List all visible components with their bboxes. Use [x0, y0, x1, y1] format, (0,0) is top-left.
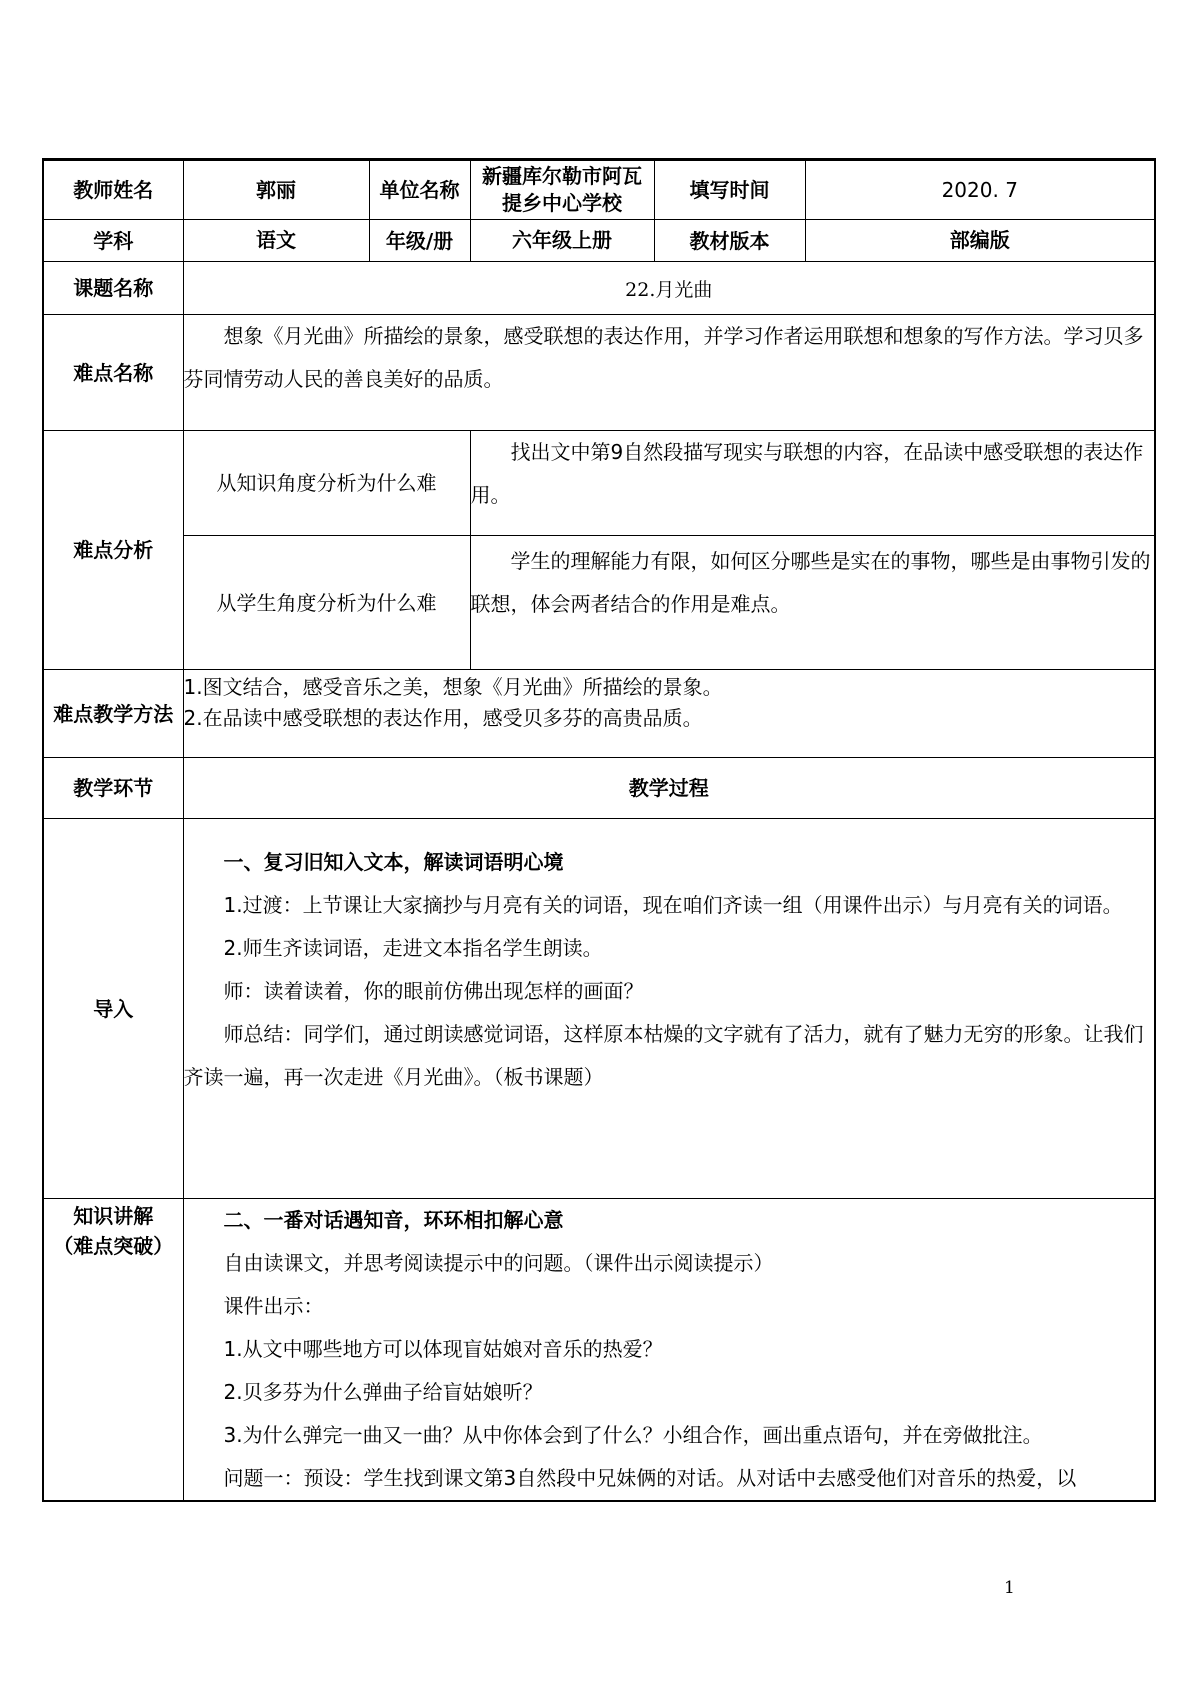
intro-paragraph-4: 师总结：同学们，通过朗读感觉词语，这样原本枯燥的文字就有了活力，就有了魅力无穷的形象。让我们齐读一遍，再一次走进《月光曲》。（板书课题）	[183, 1022, 1144, 1089]
method-row	[43, 670, 1155, 758]
edition-value: 部编版	[805, 220, 1155, 262]
knowledge-angle-text-cell	[470, 431, 1155, 536]
knowledge-paragraph-2: 课件出示：	[223, 1294, 324, 1318]
analysis-row-1	[43, 431, 1155, 536]
knowledge-question-3: 3.为什么弹完一曲又一曲？从中你体会到了什么？小组合作，画出重点语句，并在旁做批注。	[223, 1423, 1043, 1447]
student-angle-text: 学生的理解能力有限，如何区分哪些是实在的事物，哪些是由事物引发的联想，体会两者结合的作用是难点。	[470, 549, 1151, 616]
process-header-row	[43, 758, 1155, 819]
teacher-label: 教师姓名	[43, 160, 183, 220]
analysis-row-2	[43, 536, 1155, 670]
subject-value: 语文	[183, 220, 369, 262]
knowledge-label	[43, 1199, 183, 1502]
student-angle-text-cell	[470, 536, 1155, 670]
topic-row	[43, 262, 1155, 315]
knowledge-label-line-1: 知识讲解	[73, 1204, 154, 1228]
grade-value: 六年级上册	[470, 220, 654, 262]
intro-paragraph-3: 师：读着读着，你的眼前仿佛出现怎样的画面？	[223, 979, 644, 1003]
teacher-value: 郭丽	[183, 160, 369, 220]
fill-time-value: 2020. 7	[805, 160, 1155, 220]
page-number: 1	[1004, 1578, 1015, 1598]
process-header: 教学过程	[183, 758, 1155, 819]
knowledge-paragraph-1: 自由读课文，并思考阅读提示中的问题。（课件出示阅读提示）	[223, 1251, 774, 1275]
student-angle-label: 从学生角度分析为什么难	[183, 536, 470, 670]
intro-row	[43, 819, 1155, 1199]
info-row-2	[43, 220, 1155, 262]
topic-value: 22.月光曲	[183, 262, 1155, 315]
intro-paragraph-1: 1.过渡：上节课让大家摘抄与月亮有关的词语，现在咱们齐读一组（用课件出示）与月亮有关的词语。	[223, 893, 1123, 917]
unit-value-line-1: 新疆库尔勒市阿瓦	[482, 164, 642, 188]
intro-paragraph-2: 2.师生齐读词语，走进文本指名学生朗读。	[223, 936, 603, 960]
intro-content	[183, 819, 1155, 1199]
fill-time-label: 填写时间	[654, 160, 805, 220]
subject-label: 学科	[43, 220, 183, 262]
unit-value	[470, 160, 654, 220]
grade-label: 年级/册	[369, 220, 470, 262]
topic-label: 课题名称	[43, 262, 183, 315]
method-text-cell	[183, 670, 1155, 758]
stage-header: 教学环节	[43, 758, 183, 819]
knowledge-question-2: 2.贝多芬为什么弹曲子给盲姑娘听？	[223, 1380, 543, 1404]
difficulty-text-cell	[183, 315, 1155, 431]
difficulty-text: 想象《月光曲》所描绘的景象，感受联想的表达作用，并学习作者运用联想和想象的写作方法。学习贝多芬同情劳动人民的善良美好的品质。	[183, 324, 1144, 391]
method-line-1: 1.图文结合，感受音乐之美，想象《月光曲》所描绘的景象。	[183, 675, 723, 699]
unit-value-line-2: 提乡中心学校	[502, 191, 622, 215]
difficulty-label: 难点名称	[43, 315, 183, 431]
analysis-label: 难点分析	[43, 431, 183, 670]
knowledge-label-line-2: （难点突破）	[53, 1234, 174, 1258]
difficulty-row	[43, 315, 1155, 431]
unit-label: 单位名称	[369, 160, 470, 220]
info-row-1	[43, 160, 1155, 220]
knowledge-angle-label: 从知识角度分析为什么难	[183, 431, 470, 536]
lesson-plan-table	[42, 158, 1156, 1502]
knowledge-content	[183, 1199, 1155, 1502]
edition-label: 教材版本	[654, 220, 805, 262]
knowledge-angle-text: 找出文中第9自然段描写现实与联想的内容，在品读中感受联想的表达作用。	[470, 440, 1144, 507]
knowledge-paragraph-3: 问题一：预设：学生找到课文第3自然段中兄妹俩的对话。从对话中去感受他们对音乐的热爱，以	[223, 1466, 1077, 1490]
method-line-2: 2.在品读中感受联想的表达作用，感受贝多芬的高贵品质。	[183, 706, 703, 730]
intro-label: 导入	[43, 819, 183, 1199]
knowledge-title: 二、一番对话遇知音，环环相扣解心意	[223, 1208, 564, 1232]
knowledge-row	[43, 1199, 1155, 1502]
knowledge-question-1: 1.从文中哪些地方可以体现盲姑娘对音乐的热爱？	[223, 1337, 663, 1361]
intro-title: 一、复习旧知入文本，解读词语明心境	[223, 850, 564, 874]
method-label: 难点教学方法	[43, 670, 183, 758]
